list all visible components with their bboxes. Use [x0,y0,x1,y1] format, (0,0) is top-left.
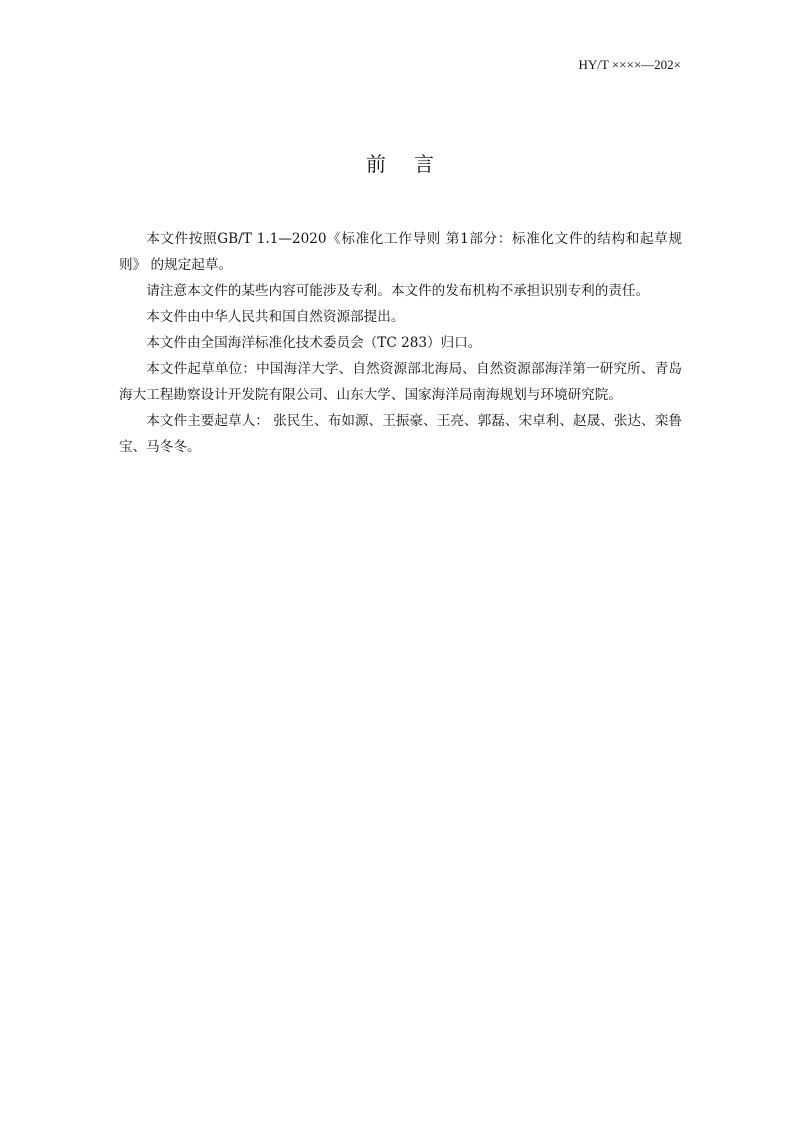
standard-code-header: HY/T ××××—202× [578,57,681,72]
paragraph-committee: 本文件由全国海洋标准化技术委员会（TC 283）归口。 [146,335,482,351]
title-char: 言 [414,152,434,176]
paragraph-proposer: 本文件由中华人民共和国自然资源部提出。 [146,309,405,325]
paragraph-drafting-units: 本文件起草单位：中国海洋大学、自然资源部北海局、自然资源部海洋第一研究所、青岛海大工程勘察设计开发院有限公司、山东大学、国家海洋局南海规划与环境研究院。 [119,361,682,403]
title-char: 前 [366,152,386,176]
paragraph-drafting-rules: 本文件按照GB/T 1.1—2020《标准化工作导则 第1部分：标准化文件的结构和起草规则》 的规定起草。 [119,231,682,273]
paragraph-drafters: 本文件主要起草人： 张民生、布如源、王振豪、王亮、郭磊、宋卓利、赵晟、张达、栾鲁宝、马冬冬。 [119,413,682,455]
paragraph-patent-notice: 请注意本文件的某些内容可能涉及专利。本文件的发布机构不承担识别专利的责任。 [146,283,650,299]
page-title [0,148,800,177]
foreword-body [119,226,682,460]
